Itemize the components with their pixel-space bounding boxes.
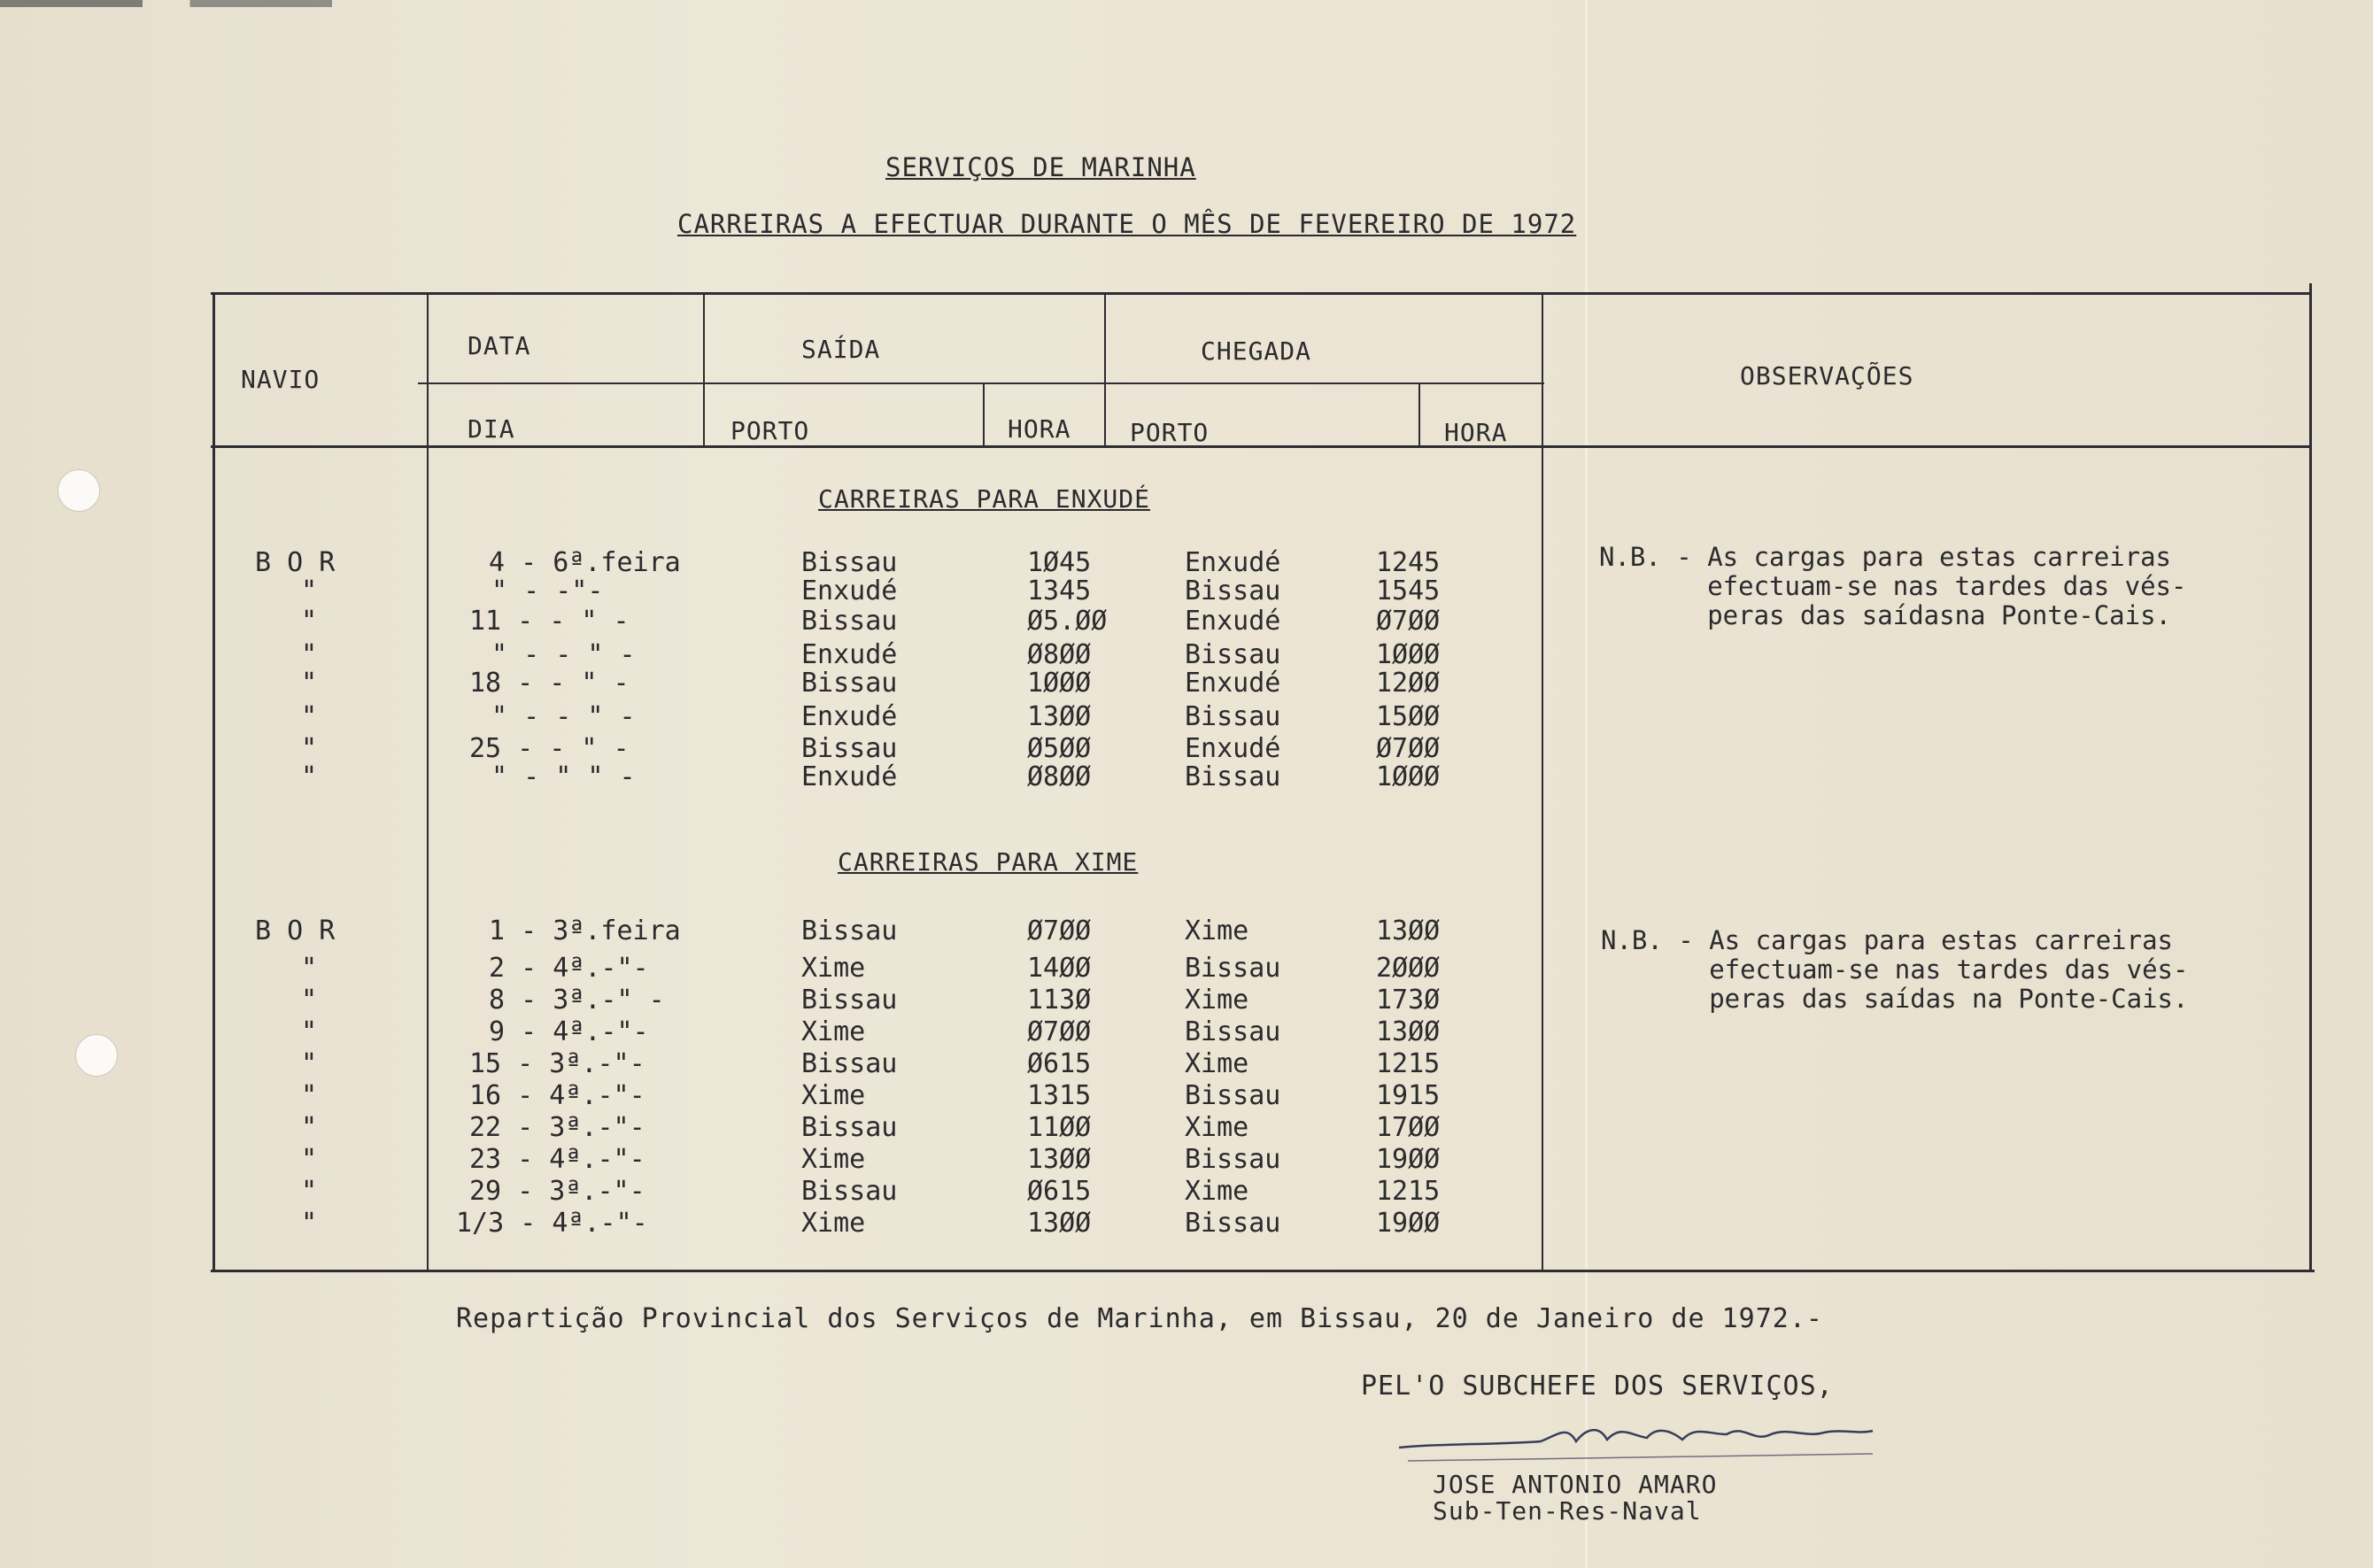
header-navio: NAVIO xyxy=(241,365,321,394)
section-title-enxude: CARREIRAS PARA ENXUDÉ xyxy=(818,484,1151,514)
cell-porto-chegada: Xime xyxy=(1185,1176,1249,1207)
cell-dia: " - " " - xyxy=(491,761,636,792)
cell-dia: " - - " - xyxy=(491,701,636,732)
cell-navio: " xyxy=(301,985,318,1016)
header-data: DATA xyxy=(468,331,531,360)
cell-dia: " - - " - xyxy=(491,639,636,670)
top-edge-mark xyxy=(0,0,2373,7)
cell-porto-saida: Bissau xyxy=(801,733,898,764)
punch-hole xyxy=(75,1034,118,1077)
section-note-enxude: N.B. - As cargas para estas carreiras efectuam-se nas tardes das vés- peras das saídasna Ponte-Cais. xyxy=(1599,542,2187,630)
cell-porto-chegada: Bissau xyxy=(1185,1208,1281,1239)
table-right-border xyxy=(2309,283,2312,1272)
cell-hora-chegada: Ø7ØØ xyxy=(1376,733,1441,764)
cell-porto-saida: Enxudé xyxy=(801,761,898,792)
cell-hora-chegada: 1ØØØ xyxy=(1376,761,1441,792)
header-hora-saida: HORA xyxy=(1008,414,1071,444)
cell-navio: " xyxy=(301,606,318,637)
cell-dia: 1 - 3ª.feira xyxy=(489,915,681,946)
cell-navio: " xyxy=(301,1144,318,1175)
cell-navio: " xyxy=(301,1112,318,1143)
cell-navio: " xyxy=(301,575,318,606)
cell-hora-saida: 113Ø xyxy=(1027,985,1092,1016)
cell-hora-chegada: 12ØØ xyxy=(1376,668,1441,699)
cell-porto-saida: Xime xyxy=(801,953,866,984)
cell-porto-saida: Enxudé xyxy=(801,701,898,732)
table-subheader-line xyxy=(418,382,1544,384)
cell-porto-saida: Bissau xyxy=(801,985,898,1016)
cell-navio: " xyxy=(301,701,318,732)
cell-porto-chegada: Bissau xyxy=(1185,701,1281,732)
cell-hora-saida: Ø615 xyxy=(1027,1176,1092,1207)
cell-navio: " xyxy=(301,1080,318,1111)
cell-navio: " xyxy=(301,668,318,699)
cell-hora-chegada: 13ØØ xyxy=(1376,1016,1441,1047)
signatory-rank: Sub-Ten-Res-Naval xyxy=(1433,1496,1702,1526)
cell-hora-saida: Ø615 xyxy=(1027,1048,1092,1079)
header-saida: SAÍDA xyxy=(801,335,881,364)
cell-navio: " xyxy=(301,733,318,764)
punch-hole xyxy=(58,469,100,512)
cell-hora-chegada: 173Ø xyxy=(1376,985,1441,1016)
cell-hora-chegada: 19ØØ xyxy=(1376,1208,1441,1239)
cell-dia: 22 - 3ª.-"- xyxy=(469,1112,645,1143)
cell-hora-chegada: 17ØØ xyxy=(1376,1112,1441,1143)
cell-porto-saida: Xime xyxy=(801,1080,866,1111)
cell-hora-chegada: 1245 xyxy=(1376,547,1441,578)
section-title-xime: CARREIRAS PARA XIME xyxy=(838,847,1139,877)
navio-column-divider xyxy=(427,292,429,1271)
table-header-bottom-border xyxy=(211,445,2311,448)
cell-hora-saida: Ø8ØØ xyxy=(1027,761,1092,792)
cell-navio: " xyxy=(301,1016,318,1047)
header-porto-chegada: PORTO xyxy=(1130,418,1210,447)
cell-dia: " - -"- xyxy=(491,575,604,606)
cell-porto-chegada: Xime xyxy=(1185,1112,1249,1143)
cell-hora-chegada: Ø7ØØ xyxy=(1376,606,1441,637)
cell-navio: B O R xyxy=(255,547,336,578)
cell-porto-chegada: Bissau xyxy=(1185,761,1281,792)
saida-hora-divider xyxy=(983,382,985,448)
chegada-hora-divider xyxy=(1418,382,1420,448)
cell-hora-chegada: 1545 xyxy=(1376,575,1441,606)
cell-hora-chegada: 2ØØØ xyxy=(1376,953,1441,984)
cell-navio: B O R xyxy=(255,915,336,946)
place-date-line: Repartição Provincial dos Serviços de Marinha, em Bissau, 20 de Janeiro de 1972.- xyxy=(456,1303,1823,1334)
handwritten-signature xyxy=(1390,1408,1886,1470)
header-observacoes: OBSERVAÇÕES xyxy=(1740,361,1914,390)
header-chegada: CHEGADA xyxy=(1201,336,1312,366)
cell-porto-saida: Bissau xyxy=(801,1176,898,1207)
cell-hora-chegada: 15ØØ xyxy=(1376,701,1441,732)
cell-dia: 23 - 4ª.-"- xyxy=(469,1144,645,1175)
cell-hora-saida: 13ØØ xyxy=(1027,1144,1092,1175)
cell-dia: 25 - - " - xyxy=(469,733,630,764)
data-column-divider xyxy=(703,292,705,448)
cell-hora-saida: 13ØØ xyxy=(1027,1208,1092,1239)
cell-porto-chegada: Bissau xyxy=(1185,953,1281,984)
cell-porto-chegada: Bissau xyxy=(1185,639,1281,670)
cell-navio: " xyxy=(301,639,318,670)
cell-hora-chegada: 1ØØØ xyxy=(1376,639,1441,670)
cell-porto-saida: Xime xyxy=(801,1016,866,1047)
cell-dia: 1/3 - 4ª.-"- xyxy=(456,1208,648,1239)
cell-dia: 9 - 4ª.-"- xyxy=(489,1016,649,1047)
cell-hora-saida: 14ØØ xyxy=(1027,953,1092,984)
cell-hora-saida: 13ØØ xyxy=(1027,701,1092,732)
cell-dia: 4 - 6ª.feira xyxy=(489,547,681,578)
cell-hora-chegada: 13ØØ xyxy=(1376,915,1441,946)
cell-dia: 29 - 3ª.-"- xyxy=(469,1176,645,1207)
cell-porto-chegada: Xime xyxy=(1185,915,1249,946)
document-title: SERVIÇOS DE MARINHA xyxy=(885,152,1196,182)
cell-dia: 11 - - " - xyxy=(469,606,630,637)
cell-hora-saida: 1315 xyxy=(1027,1080,1092,1111)
cell-porto-saida: Bissau xyxy=(801,1048,898,1079)
cell-hora-saida: Ø5.ØØ xyxy=(1027,606,1108,637)
cell-navio: " xyxy=(301,761,318,792)
cell-porto-saida: Enxudé xyxy=(801,639,898,670)
header-hora-chegada: HORA xyxy=(1444,418,1508,447)
cell-porto-saida: Enxudé xyxy=(801,575,898,606)
cell-porto-saida: Bissau xyxy=(801,547,898,578)
cell-porto-saida: Bissau xyxy=(801,606,898,637)
header-dia: DIA xyxy=(468,414,515,444)
cell-hora-chegada: 1215 xyxy=(1376,1176,1441,1207)
cell-dia: 8 - 3ª.-" - xyxy=(489,985,665,1016)
cell-porto-chegada: Xime xyxy=(1185,985,1249,1016)
table-bottom-border xyxy=(211,1270,2315,1272)
table-top-border xyxy=(211,292,2311,295)
cell-hora-chegada: 1915 xyxy=(1376,1080,1441,1111)
cell-porto-saida: Xime xyxy=(801,1208,866,1239)
cell-hora-saida: Ø7ØØ xyxy=(1027,1016,1092,1047)
cell-hora-saida: Ø5ØØ xyxy=(1027,733,1092,764)
section-note-xime: N.B. - As cargas para estas carreiras efectuam-se nas tardes das vés- peras das saídas na Ponte-Cais. xyxy=(1601,925,2189,1014)
table-left-border xyxy=(213,292,215,1271)
cell-porto-chegada: Bissau xyxy=(1185,1016,1281,1047)
cell-porto-chegada: Enxudé xyxy=(1185,547,1281,578)
cell-dia: 15 - 3ª.-"- xyxy=(469,1048,645,1079)
document-subtitle: CARREIRAS A EFECTUAR DURANTE O MÊS DE FEVEREIRO DE 1972 xyxy=(677,209,1577,239)
cell-hora-chegada: 1215 xyxy=(1376,1048,1441,1079)
cell-dia: 18 - - " - xyxy=(469,668,630,699)
cell-hora-saida: 1ØØØ xyxy=(1027,668,1092,699)
cell-porto-saida: Bissau xyxy=(801,915,898,946)
cell-hora-saida: Ø7ØØ xyxy=(1027,915,1092,946)
cell-porto-saida: Xime xyxy=(801,1144,866,1175)
cell-porto-chegada: Bissau xyxy=(1185,1144,1281,1175)
cell-hora-saida: 1345 xyxy=(1027,575,1092,606)
cell-navio: " xyxy=(301,1208,318,1239)
cell-porto-saida: Bissau xyxy=(801,1112,898,1143)
cell-porto-chegada: Bissau xyxy=(1185,1080,1281,1111)
cell-porto-saida: Bissau xyxy=(801,668,898,699)
cell-navio: " xyxy=(301,1176,318,1207)
header-porto-saida: PORTO xyxy=(730,416,810,445)
cell-porto-chegada: Bissau xyxy=(1185,575,1281,606)
cell-dia: 2 - 4ª.-"- xyxy=(489,953,649,984)
signatory-name: JOSE ANTONIO AMARO xyxy=(1433,1470,1718,1499)
cell-navio: " xyxy=(301,1048,318,1079)
cell-hora-saida: 1Ø45 xyxy=(1027,547,1092,578)
cell-dia: 16 - 4ª.-"- xyxy=(469,1080,645,1111)
saida-column-divider xyxy=(1104,292,1106,448)
cell-porto-chegada: Enxudé xyxy=(1185,668,1281,699)
cell-hora-saida: 11ØØ xyxy=(1027,1112,1092,1143)
cell-navio: " xyxy=(301,953,318,984)
observacoes-column-divider xyxy=(1542,292,1543,1271)
cell-hora-saida: Ø8ØØ xyxy=(1027,639,1092,670)
cell-porto-chegada: Enxudé xyxy=(1185,606,1281,637)
cell-porto-chegada: Enxudé xyxy=(1185,733,1281,764)
signatory-title: PEL'O SUBCHEFE DOS SERVIÇOS, xyxy=(1361,1371,1834,1402)
cell-porto-chegada: Xime xyxy=(1185,1048,1249,1079)
cell-hora-chegada: 19ØØ xyxy=(1376,1144,1441,1175)
